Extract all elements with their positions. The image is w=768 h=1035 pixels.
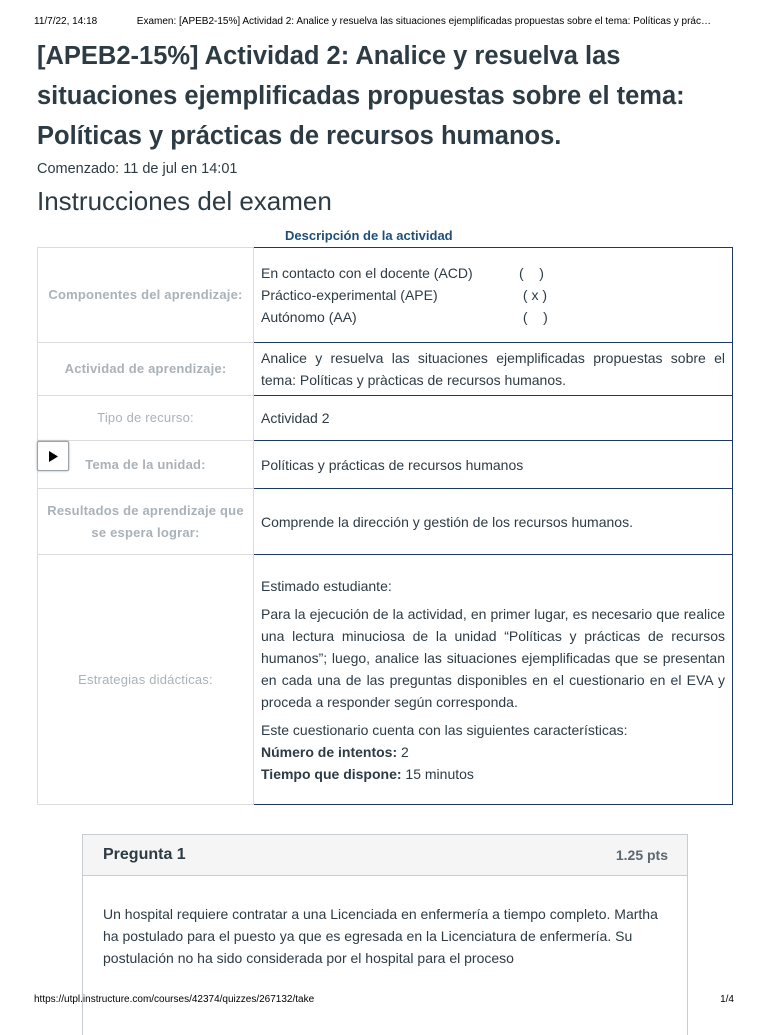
- components-label: Componentes del aprendizaje:: [38, 248, 254, 343]
- components-value: [254, 248, 733, 343]
- strategies-value: [254, 555, 733, 805]
- print-url[interactable]: https://utpl.instructure.com/courses/42374/quizzes/267132/take: [34, 994, 315, 1005]
- component-mark: ( x ): [519, 287, 547, 303]
- learning-outcomes-label: Resultados de aprendizaje que se espera lograr:: [38, 489, 254, 555]
- unit-topic-value: Políticas y prácticas de recursos humanos: [254, 441, 733, 489]
- attempts-value: 2: [397, 743, 409, 760]
- question-text: Un hospital requiere contratar a una Licenciada en enfermería a tiempo completo. Martha ha postulado para el puesto ya que es egresada en la Licenciatura de enfermería. Su postulación no ha sido considerada por el hospital para el proceso: [103, 906, 658, 966]
- strategies-label: Estrategias didácticas:: [38, 555, 254, 805]
- component-item: [261, 284, 725, 306]
- unit-topic-label: Tema de la unidad:: [38, 441, 254, 489]
- time-label: Tiempo que dispone:: [261, 765, 402, 782]
- print-page-number: 1/4: [720, 994, 734, 1005]
- attempts-label: Número de intentos:: [261, 743, 398, 760]
- table-row: [38, 396, 733, 441]
- print-footer: [34, 994, 734, 1005]
- play-triangle: [48, 451, 58, 462]
- table-row: [38, 441, 733, 489]
- component-mark: ( ): [519, 265, 544, 281]
- learning-activity-value: [254, 343, 733, 396]
- quiz-title: [APEB2-15%] Actividad 2: Analice y resuelva las situaciones ejemplificadas propuestas sobre el tema: Políticas y prácticas de recursos humanos.: [37, 42, 685, 150]
- activity-description-heading: Descripción de la actividad: [285, 228, 453, 243]
- play-icon[interactable]: [37, 441, 69, 471]
- features-intro: Este cuestionario cuenta con las siguientes características:: [261, 721, 628, 738]
- question-header: [83, 835, 687, 876]
- question-points: 1.25 pts: [615, 847, 668, 863]
- table-row: [38, 489, 733, 555]
- component-item: [261, 262, 725, 284]
- resource-type-label: Tipo de recurso:: [38, 396, 254, 441]
- time-line: [261, 763, 725, 785]
- component-mark: ( ): [519, 309, 548, 325]
- learning-activity-text: Analice y resuelva las situaciones ejemplificadas propuestas sobre el tema: Políticas y pràcticas de recursos humanos.: [261, 350, 725, 388]
- component-name: En contacto con el docente (ACD): [261, 265, 473, 281]
- strategies-greeting: Estimado estudiante:: [261, 577, 392, 594]
- resource-type-value: Actividad 2: [254, 396, 733, 441]
- table-row: [38, 343, 733, 396]
- component-name: Práctico-experimental (APE): [261, 287, 438, 303]
- activity-description-table: [37, 247, 733, 805]
- table-row: [38, 248, 733, 343]
- component-name: Autónomo (AA): [261, 309, 357, 325]
- time-value: 15 minutos: [401, 765, 474, 782]
- attempts-line: [261, 741, 725, 763]
- component-item: [261, 306, 725, 328]
- print-page-title: Examen: [APEB2-15%] Actividad 2: Analice y resuelva las situaciones ejemplificadas propuestas sobre el tema: Políticas y prác…: [136, 16, 711, 27]
- print-date: 11/7/22, 14:18: [34, 16, 98, 27]
- question-name: Pregunta 1: [103, 846, 186, 863]
- print-header: [34, 16, 734, 27]
- table-row: [38, 555, 733, 805]
- instructions-heading: Instrucciones del examen: [37, 186, 332, 216]
- learning-outcomes-value: Comprende la dirección y gestión de los recursos humanos.: [254, 489, 733, 555]
- strategies-paragraph: Para la ejecución de la actividad, en primer lugar, es necesario que realice una lectura minuciosa de la unidad “Políticas y prácticas de recursos humanos”; luego, analice las situaciones ejemplificadas que se presentan en cada una de las preguntas disponibles en el cuestionario en el EVA y proceda a responder según corresponda.: [261, 605, 725, 710]
- learning-activity-label: Actividad de aprendizaje:: [38, 343, 254, 396]
- started-timestamp: Comenzado: 11 de jul en 14:01: [37, 161, 238, 177]
